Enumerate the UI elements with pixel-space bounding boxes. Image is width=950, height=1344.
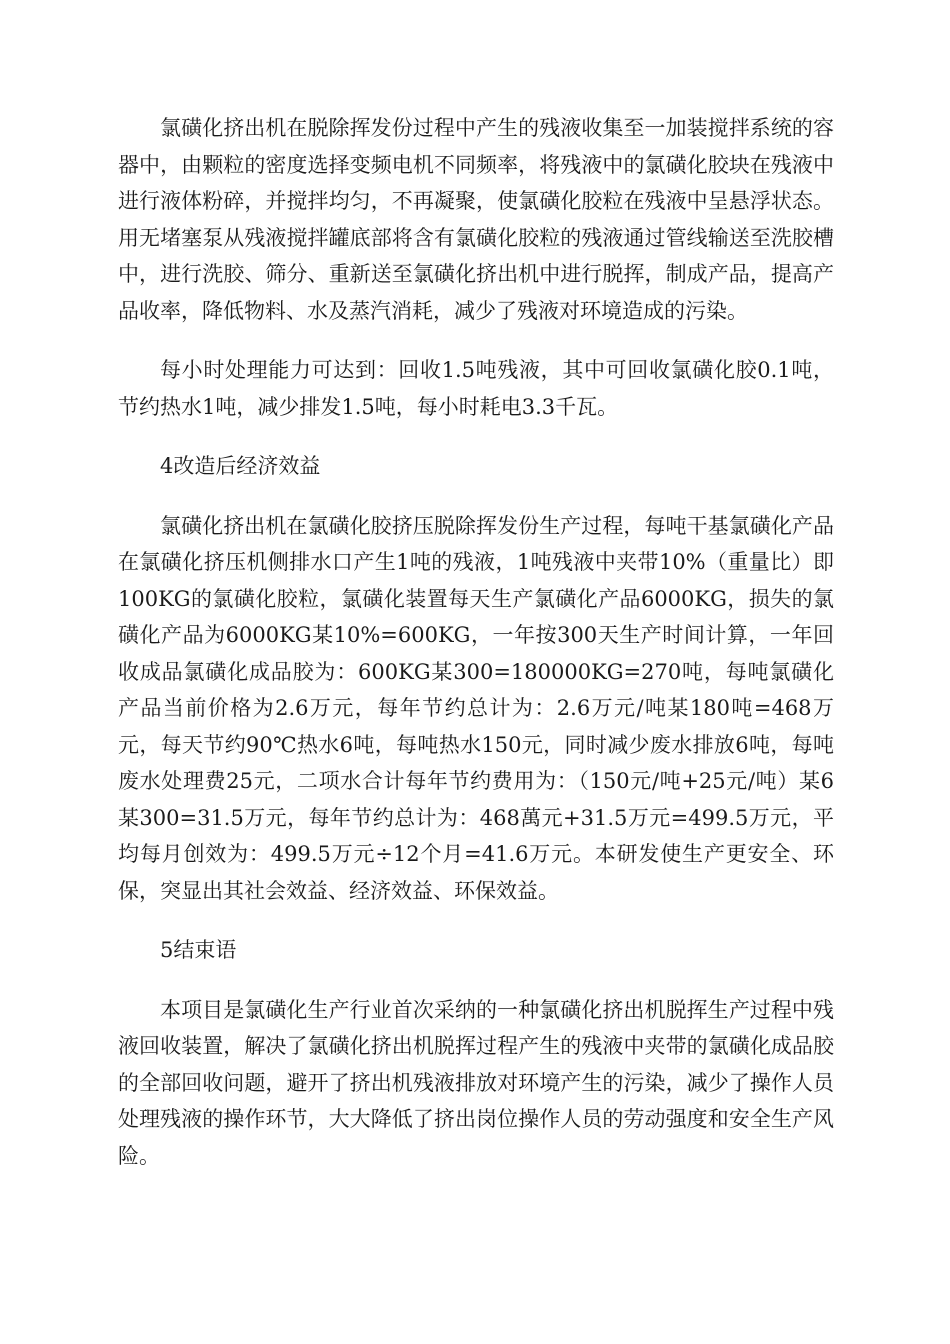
paragraph-gap — [118, 329, 834, 352]
section-heading-conclusion: 5结束语 — [160, 938, 237, 962]
section-heading-economic-benefit: 4改造后经济效益 — [160, 454, 321, 478]
paragraph-hourly-capacity: 每小时处理能力可达到：回收1.5吨残液，其中可回收氯磺化胶0.1吨，节约热水1吨，减少排发1.5吨，每小时耗电3.3千瓦。 — [118, 358, 834, 419]
paragraph-conclusion: 本项目是氯磺化生产行业首次采纳的一种氯磺化挤出机脱挥生产过程中残液回收装置，解决了氯磺化挤出机脱挥过程产生的残液中夹带的氯磺化成品胶的全部回收问题，避开了挤出机残液排放对环境产生的污染，减少了操作人员处理残液的操作环节，大大降低了挤出岗位操作人员的劳动强度和安全生产风险。 — [118, 997, 834, 1168]
paragraph-gap — [118, 909, 834, 932]
paragraph-economic-benefit: 氯磺化挤出机在氯磺化胶挤压脱除挥发份生产过程，每吨干基氯磺化产品在氯磺化挤压机侧排水口产生1吨的残液，1吨残液中夹带10%（重量比）即100KG的氯磺化胶粒，氯磺化装置每天生产氯磺化产品6000KG，损失的氯磺化产品为6000KG某10%=600KG，一年按300天生产时间计算，一年回收成品氯磺化成品胶为：600KG某300=180000KG=270吨，每吨氯磺化产品当前价格为2.6万元，每年节约总计为：2.6万元/吨某180吨=468万元，每天节约90℃热水6吨，每吨热水150元，同时减少废水排放6吨，每吨废水处理费25元，二项水合计每年节约费用为：（150元/吨+25元/吨）某6某300=31.5万元，每年节约总计为：468萬元+31.5万元=499.5万元，平均每月创效为：499.5万元÷12个月=41.6万元。本研发使生产更安全、环保，突显出其社会效益、经济效益、环保效益。 — [118, 513, 834, 903]
paragraph-gap — [118, 485, 834, 508]
paragraph-gap — [118, 969, 834, 992]
paragraph-residue-collection: 氯磺化挤出机在脱除挥发份过程中产生的残液收集至一加装搅拌系统的容器中，由颗粒的密度选择变频电机不同频率，将残液中的氯磺化胶块在残液中进行液体粉碎，并搅拌均匀，不再凝聚，使氯磺化胶粒在残液中呈悬浮状态。用无堵塞泵从残液搅拌罐底部将含有氯磺化胶粒的残液通过管线输送至洗胶槽中，进行洗胶、筛分、重新送至氯磺化挤出机中进行脱挥，制成产品，提高产品收率，降低物料、水及蒸汽消耗，减少了残液对环境造成的污染。 — [118, 116, 834, 323]
paragraph-gap — [118, 425, 834, 448]
document-page — [118, 110, 834, 1174]
